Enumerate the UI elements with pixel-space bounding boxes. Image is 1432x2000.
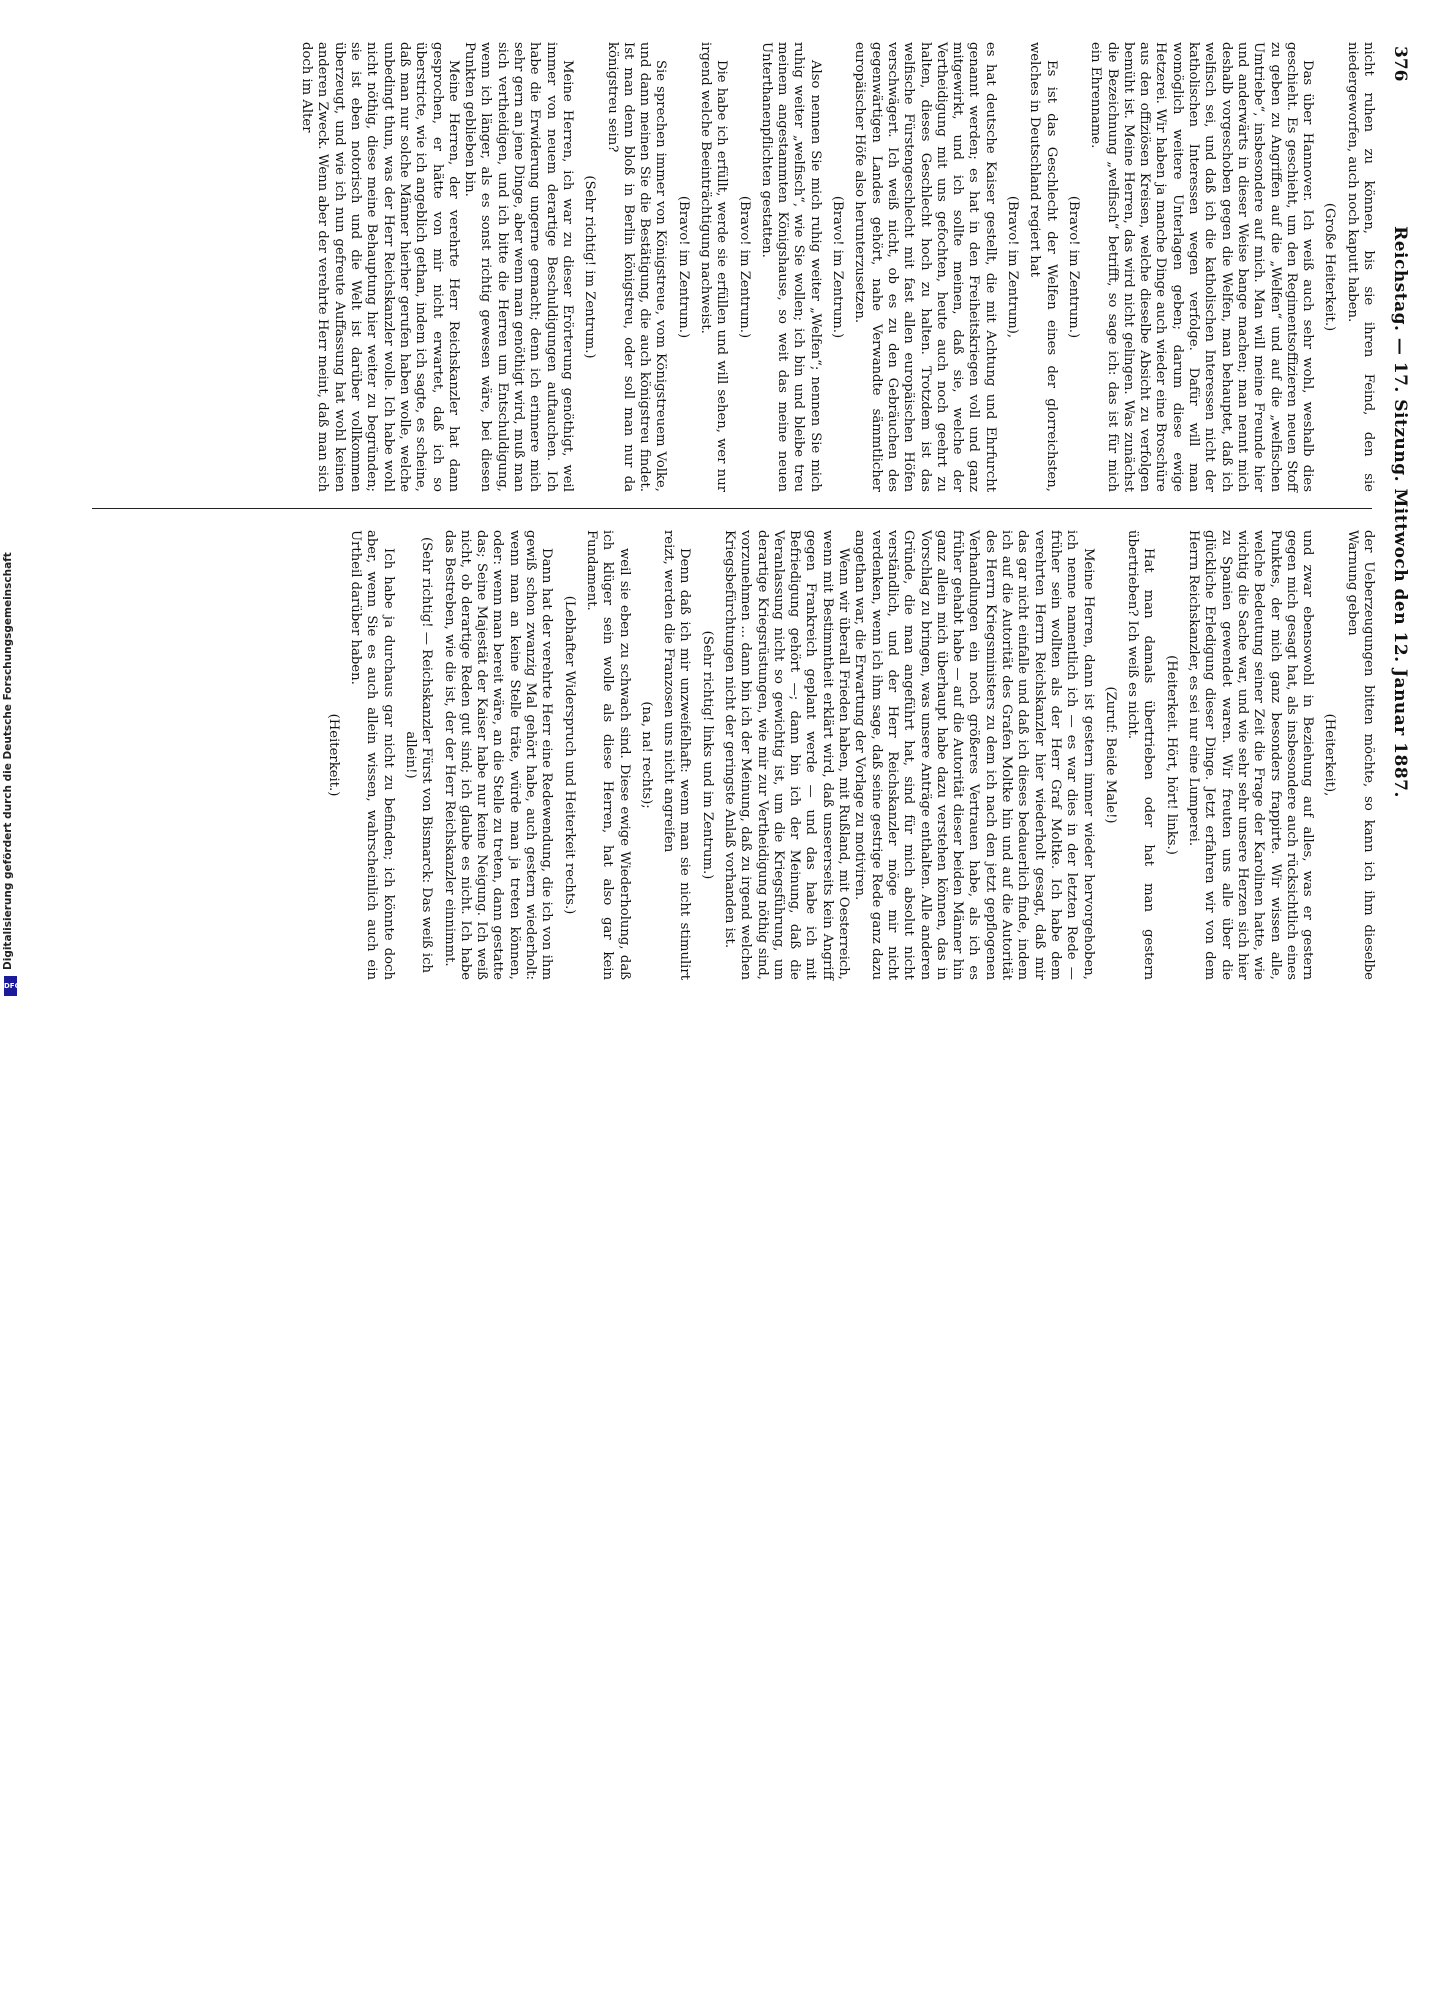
interjection: (Sehr richtig! links und im Zentrum.) [699, 630, 715, 880]
interjection: (Lebhafter Widerspruch und Heiterkeit rechts.) [561, 595, 577, 915]
column-divider [92, 508, 1372, 509]
paragraph: der Ueberzeugungen bitten möchte, so kann ich ihm dieselbe Warnung geben [1344, 530, 1376, 980]
page-header [1382, 42, 1416, 982]
interjection: (Sehr richtig! im Zentrum.) [582, 175, 598, 359]
page-number: 376 [1390, 46, 1410, 82]
paragraph: Ich habe ja durchaus gar nicht zu befinden; ich könnte doch aber, wenn Sie es auch allein wissen, wahrscheinlich auch ein Urtheil darüber haben. [348, 530, 396, 980]
dfg-logo-icon: DFG [4, 976, 17, 996]
paragraph: Dann hat der verehrte Herr eine Redewendung, die ich von ihm gewiß schon zwanzig Mal gehört habe, auch gestern wiederholt: wenn man an keine Stelle träte, würde man ja treten können, oder: wenn man bereit wäre, an die Stelle zu treten, dann gestatte das; Seine Majestät der Kaiser habe nur keine Neigung. Ich weiß nicht, ob derartige Reden gut sind; ich glaube es nicht. Ich habe das Bestreben, wie die ist, der der Herr Reichskanzler einnimmt. [441, 530, 555, 980]
interjection: (Bravo! im Zentrum), [1005, 195, 1021, 339]
paragraph: Meine Herren, dann ist gestern immer wieder hervorgehoben, ich nenne namentlich ich — es war dies in der letzten Rede — früher sein wollten als der Herr Graf Moltke. Ich habe dem verehrten Herrn Reichskanzler hier wiederholt gesagt, daß mir das gar nicht einfalle und daß ich dieses bedauerlich finde, indem ich auf die Autorität des Grafen Moltke hin und auf die Autorität des Herrn Kriegsministers zu dem ich nach den jetzt gepflogenen Verhandlungen ein noch größeres Vertrauen habe, als ich es früher gehabt habe — auf die Autorität dieser beiden Männer hin ganz allein mich überhaupt habe dazu verstehen können, das in Vorschlag zu bringen, was unsere Anträge enthalten. Alle anderen Gründe, die man angeführt hat, sind für mich absolut nicht verständlich, und der Herr Reichskanzler möge mir nicht verdenken, wenn ich ihm sage, daß seine gestrige Rede ganz dazu angethan war, die Erwartung der Vorlage zu motiviren. [852, 530, 1096, 980]
interjection: (Bravo! im Zentrum.) [675, 195, 691, 339]
paragraph: Hat man damals übertrieben oder hat man gestern übertrieben? Ich weiß es nicht. [1125, 530, 1157, 980]
paragraph: es hat deutsche Kaiser gestellt, die mit Achtung und Ehrfurcht genannt werden; es hat in den Freiheitskriegen voll und ganz mitgewirkt, und ich sollte meinen, daß sie, welche der Vertheidigung mit uns gefochten, heute auch noch geehrt zu halten, dieses Geschlecht hoch zu halten. Trotzdem ist das welfische Fürstengeschlecht mit fast allen europäischen Höfen verschwägert. Ich weiß nicht, ob es zu den Gebräuchen des gegenwärtigen Landes gehört, nahe Verwandte sämmtlicher europäischer Höfe also herunterzusetzen. [852, 42, 998, 492]
digitization-strip [4, 1000, 24, 2000]
interjection: (na, na! rechts); [638, 701, 654, 809]
page-title: Reichstag. — 17. Sitzung. Mittwoch den 12. Januar 1887. [1390, 226, 1410, 798]
paragraph: Die habe ich erfüllt, werde sie erfüllen und will sehen, wer nur irgend welche Beeinträchtigung nachweist. [698, 42, 730, 492]
interjection: (Heiterkeit), [1322, 713, 1338, 797]
paragraph: Denn daß ich mir unzweifelhaft: wenn man sie nicht stimulirt reizt, werden die Franzosen uns nicht angreifen [661, 530, 693, 980]
paragraph: Wenn wir überall Frieden haben, mit Rußland, mit Oesterreich, wenn mit Bestimmtheit erklärt wird, daß unsererseits kein Angriff gegen Frankreich geplant werde — und das habe ich mit Befriedigung gehört —; dann bin ich der Meinung, daß die Veranlassung nicht so gewichtig ist, um die Kriegsführung, um derartige Kriegsrüstungen, wie mir zur Vertheidigung nöthig sind, vorzunehmen ... dann bin ich der Meinung, daß zu irgend welchen Kriegsbefürchtungen nicht der geringste Anlaß vorhanden ist. [722, 530, 852, 980]
digitization-note: Digitalisierung gefördert durch die Deutsche Forschungsgemeinschaft [2, 552, 14, 970]
interjection: (Heiterkeit. Hört, hört! links.) [1163, 655, 1179, 855]
interjection: (Heiterkeit.) [325, 713, 341, 797]
paragraph: Das über Hannover. Ich weiß auch sehr wohl, weshalb dies geschieht. Es geschieht, um den Regimentsoffizieren neuen Stoff zu geben zu Angriffen auf die „Welfen“ und auf die „welfischen Umtriebe“, insbesondere auf mich. Man will meine Freunde hier und anderwärts in dieser Weise bange machen; man nennt mich deshalb vorgeschoben gegen die Welfen, man behauptet, daß ich welfisch sei, und daß ich die katholischen Interessen nicht der katholischen Interessen wegen verfolge. Dafür will man womöglich weitere Unterlagen geben; darum diese ewige Hetzerei. Wir haben ja manche Dinge auch wieder eine Broschüre aus den offiziösen Kreisen, welche dieselbe Absicht zu verfolgen bemüht ist. Meine Herren, das wird nicht gelingen. Was zunächst die Bezeichnung „welfisch“ betrifft, so sage ich: das ist für mich ein Ehrenname. [1088, 42, 1316, 492]
paragraph: weil sie eben zu schwach sind. Diese ewige Wiederholung, daß ich klüger sein wolle als diese Herren, hat also gar kein Fundament. [583, 530, 632, 980]
interjection: (Sehr richtig! — Reichskanzler Fürst von Bismarck: Das weiß ich allein!) [402, 536, 435, 974]
left-text-column [298, 42, 1376, 492]
interjection: (Bravo! im Zentrum.) [1065, 195, 1081, 339]
paragraph: Sie sprechen immer von Königstreue, vom Königstreuem Volke, und dann meinen Sie die Bestätigung, die auch königstreu findet. Ist man denn bloß in Berlin königstreu, oder soll man nur da königstreu sein? [604, 42, 669, 492]
interjection: (Zuruf: Beide Male!) [1102, 686, 1118, 824]
paragraph: und zwar ebensowohl in Beziehung auf alles, was er gestern gegen mich gesagt hat, als insbesondere auch rücksichtlich eines Punktes, der mich ganz besonders frappirte. Wir wissen alle, welche Bedeutung seiner Zeit die Frage der Karolinen hatte, wie wichtig die Sache war, und wie sehr sehr unsere Herzen sich hier zu Spanien gewendet waren. Wir freuten uns alle über die glückliche Erledigung dieser Dinge. Jetzt erfahren wir von dem Herrn Reichskanzler, es sei nur eine Lumperei. [1186, 530, 1316, 980]
paragraph: nicht ruhen zu können, bis sie ihren Feind, den sie niedergeworfen, auch noch kaputt haben. [1344, 42, 1376, 492]
rotated-page-content [86, 42, 1416, 982]
interjection: (Große Heiterkeit.) [1322, 202, 1338, 332]
right-text-column [318, 530, 1376, 980]
paragraph: Meine Herren, ich war zu dieser Erörterung genöthigt, weil immer von neuem derartige Beschuldigungen auftauchen. Ich habe die Erwiderung ungerne gemacht; denn ich erinnere mich sehr gern an jene Dinge, aber wenn man genöthigt wird, muß man sich vertheidigen, und ich bitte die Herren um Entschuldigung, wenn ich länger, als es sonst richtig gewesen wäre, bei diesen Punkten geblieben bin. [462, 42, 575, 492]
interjection: (Bravo! im Zentrum.) [830, 195, 846, 339]
paragraph: Also nennen Sie mich ruhig weiter „Welfen“; nennen Sie mich ruhig weiter „welfisch“, wie Sie wollen; ich bin und bleibe treu meinem angestammten Königshause, so weit das meine neuen Unterthanenpflichten gestatten. [758, 42, 823, 492]
paragraph: Es ist das Geschlecht der Welfen eines der glorreichsten, welches in Deutschland regiert hat [1027, 42, 1059, 492]
interjection: (Bravo! im Zentrum.) [736, 195, 752, 339]
paragraph: Meine Herren, der verehrte Herr Reichskanzler hat dann gesprochen, er hätte von mir nicht erwartet, daß ich so überstricte, wie ich angeblich gethan, indem ich sagte, es scheine, daß man nur solche Männer hierher gerufen haben wolle, welche unbedingt thun, was der Herr Reichskanzler wolle. Ich habe wohl nicht nöthig, diese meine Behauptung hier weiter zu begründen; sie ist eben notorisch und die Welt ist darüber vollkommen überzeugt, und wie ich nun gefreute Auffassung hat wohl keinen anderen Zweck. Wenn aber der verehrte Herr meint, daß man sich doch im Alter [299, 42, 461, 492]
